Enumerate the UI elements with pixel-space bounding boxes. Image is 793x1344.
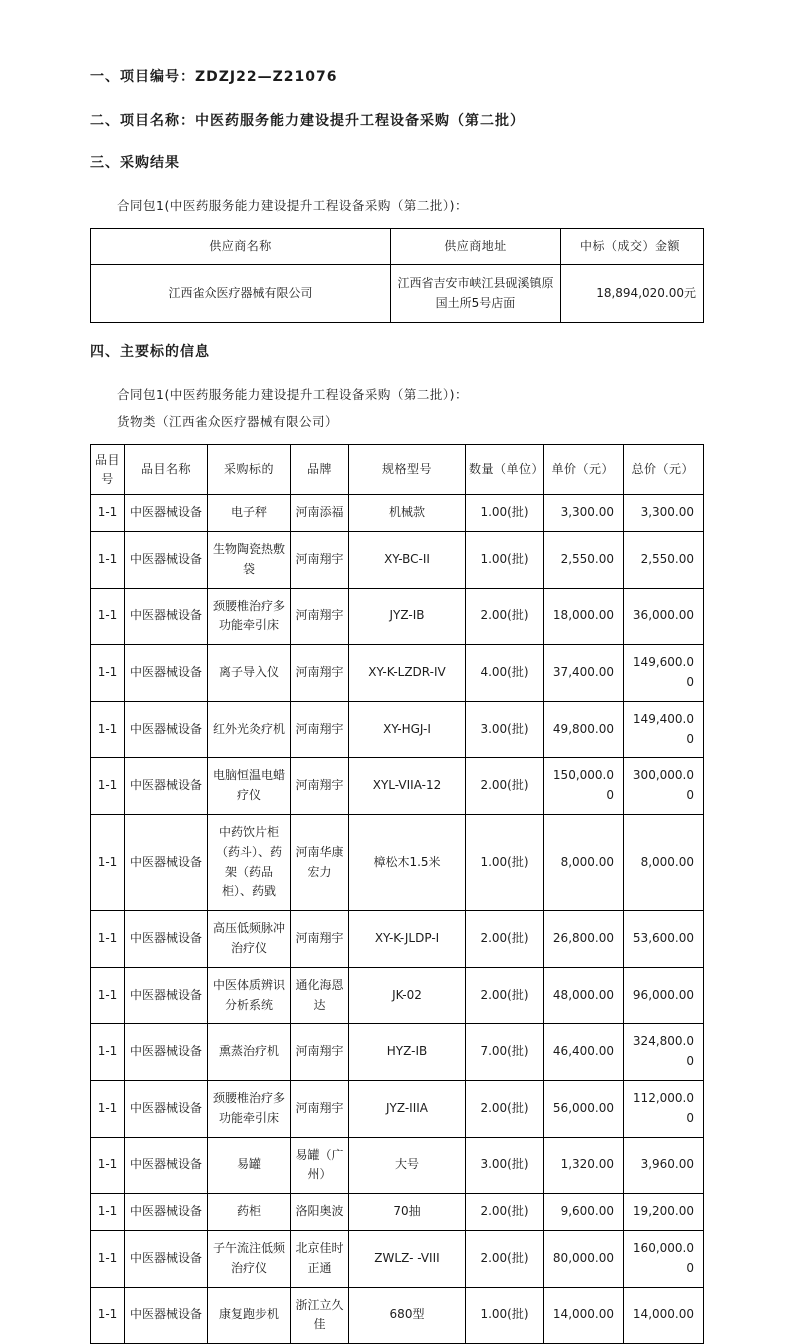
table-cell: 大号 — [349, 1137, 466, 1194]
table-cell: 中医器械设备 — [125, 1230, 208, 1287]
table-cell: 1.00(批) — [466, 531, 544, 588]
column-header: 品目号 — [91, 445, 125, 495]
table-cell: 中医器械设备 — [125, 1137, 208, 1194]
table-cell: 洛阳奥波 — [291, 1194, 349, 1231]
table-row — [91, 758, 704, 815]
table-cell: HYZ-IB — [349, 1024, 466, 1081]
table-cell: 1-1 — [91, 1194, 125, 1231]
result-package-line: 合同包1(中医药服务能力建设提升工程设备采购（第二批）)： — [117, 198, 468, 213]
table-cell: 53,600.00 — [624, 911, 704, 968]
table-cell: 易罐（广州） — [291, 1137, 349, 1194]
table-cell: 红外光灸疗机 — [208, 701, 291, 758]
table-cell: 2.00(批) — [466, 758, 544, 815]
table-cell: 药柜 — [208, 1194, 291, 1231]
table-cell: 14,000.00 — [624, 1287, 704, 1344]
table-cell: 1-1 — [91, 701, 125, 758]
table-cell: 河南翔宇 — [291, 588, 349, 645]
table-cell: JYZ-IB — [349, 588, 466, 645]
maininfo-package-line: 合同包1(中医药服务能力建设提升工程设备采购（第二批）)： — [117, 387, 468, 402]
table-cell: 河南翔宇 — [291, 911, 349, 968]
table-cell: 37,400.00 — [544, 645, 624, 702]
table-cell: 颈腰椎治疗多功能牵引床 — [208, 1080, 291, 1137]
table-cell: 离子导入仪 — [208, 645, 291, 702]
table-cell: 1-1 — [91, 1137, 125, 1194]
table-cell: 1.00(批) — [466, 1287, 544, 1344]
table-cell: 149,400.00 — [624, 701, 704, 758]
table-cell: XY-K-LZDR-IV — [349, 645, 466, 702]
table-cell: 中医器械设备 — [125, 495, 208, 532]
table-cell: 2.00(批) — [466, 1080, 544, 1137]
table-cell: 中医器械设备 — [125, 1194, 208, 1231]
table-cell: 3,300.00 — [624, 495, 704, 532]
heading-project-name: 二、项目名称：中医药服务能力建设提升工程设备采购（第二批） — [90, 113, 525, 129]
items-detail-table — [90, 444, 704, 1344]
column-header: 数量（单位） — [466, 445, 544, 495]
table-cell: 2.00(批) — [466, 967, 544, 1024]
table-cell: 8,000.00 — [624, 814, 704, 910]
table-cell: 18,000.00 — [544, 588, 624, 645]
table-cell: 机械款 — [349, 495, 466, 532]
table-row — [91, 265, 704, 323]
table-cell: 中医器械设备 — [125, 1287, 208, 1344]
table-cell: 149,600.00 — [624, 645, 704, 702]
table-cell: 26,800.00 — [544, 911, 624, 968]
table-cell: XY-HGJ-I — [349, 701, 466, 758]
table-cell: 河南翔宇 — [291, 701, 349, 758]
table-cell: 易罐 — [208, 1137, 291, 1194]
table-cell: 18,894,020.00元 — [561, 265, 704, 323]
table-cell: 96,000.00 — [624, 967, 704, 1024]
table-cell: 48,000.00 — [544, 967, 624, 1024]
table-cell: 通化海恩达 — [291, 967, 349, 1024]
table-cell: 2.00(批) — [466, 1194, 544, 1231]
table-cell: 河南翔宇 — [291, 645, 349, 702]
table-cell: 电子秤 — [208, 495, 291, 532]
table-cell: 北京佳时正通 — [291, 1230, 349, 1287]
items-table-header-row — [91, 445, 704, 495]
table-cell: 中医器械设备 — [125, 701, 208, 758]
table-cell: 1-1 — [91, 1287, 125, 1344]
column-header: 供应商地址 — [391, 229, 561, 265]
table-cell: 9,600.00 — [544, 1194, 624, 1231]
table-cell: 2,550.00 — [544, 531, 624, 588]
table-cell: 49,800.00 — [544, 701, 624, 758]
table-cell: 河南翔宇 — [291, 758, 349, 815]
table-cell: JK-02 — [349, 967, 466, 1024]
table-cell: 300,000.00 — [624, 758, 704, 815]
table-cell: ZWLZ- -VIII — [349, 1230, 466, 1287]
table-cell: 中医器械设备 — [125, 758, 208, 815]
column-header: 采购标的 — [208, 445, 291, 495]
table-cell: 1-1 — [91, 1024, 125, 1081]
table-row — [91, 911, 704, 968]
table-row — [91, 814, 704, 910]
table-cell: 14,000.00 — [544, 1287, 624, 1344]
table-cell: 颈腰椎治疗多功能牵引床 — [208, 588, 291, 645]
table-cell: 46,400.00 — [544, 1024, 624, 1081]
table-cell: 1-1 — [91, 758, 125, 815]
table-row — [91, 495, 704, 532]
table-cell: 河南添福 — [291, 495, 349, 532]
table-cell: 2.00(批) — [466, 911, 544, 968]
table-cell: 熏蒸治疗机 — [208, 1024, 291, 1081]
table-row — [91, 1080, 704, 1137]
heading-main-info: 四、主要标的信息 — [90, 344, 210, 360]
table-cell: 2.00(批) — [466, 1230, 544, 1287]
table-row — [91, 531, 704, 588]
table-cell: 中医器械设备 — [125, 645, 208, 702]
table-row — [91, 701, 704, 758]
table-row — [91, 1287, 704, 1344]
table-row — [91, 645, 704, 702]
table-cell: 中医器械设备 — [125, 967, 208, 1024]
table-cell: 1-1 — [91, 531, 125, 588]
table-cell: 7.00(批) — [466, 1024, 544, 1081]
supplier-award-table — [90, 228, 704, 323]
table-cell: 电脑恒温电蜡疗仪 — [208, 758, 291, 815]
table-cell: 56,000.00 — [544, 1080, 624, 1137]
table-cell: 2,550.00 — [624, 531, 704, 588]
table-cell: 中医器械设备 — [125, 1024, 208, 1081]
table-cell: 3,960.00 — [624, 1137, 704, 1194]
table-cell: 子午流注低频治疗仪 — [208, 1230, 291, 1287]
table-cell: 1-1 — [91, 911, 125, 968]
table-cell: 1-1 — [91, 1080, 125, 1137]
column-header: 供应商名称 — [91, 229, 391, 265]
table-cell: 2.00(批) — [466, 588, 544, 645]
table-cell: 1,320.00 — [544, 1137, 624, 1194]
table-cell: JYZ-IIIA — [349, 1080, 466, 1137]
table-cell: 中药饮片柜（药斗）、药架（药品柜）、药戥 — [208, 814, 291, 910]
table-row — [91, 1137, 704, 1194]
table-cell: 中医器械设备 — [125, 588, 208, 645]
table-cell: 河南翔宇 — [291, 531, 349, 588]
table-row — [91, 588, 704, 645]
table-cell: 河南翔宇 — [291, 1024, 349, 1081]
heading-procurement-result: 三、采购结果 — [90, 155, 180, 171]
column-header: 单价（元） — [544, 445, 624, 495]
table-cell: 中医器械设备 — [125, 531, 208, 588]
table-row — [91, 1194, 704, 1231]
table-cell: 1.00(批) — [466, 814, 544, 910]
table-cell: 浙江立久佳 — [291, 1287, 349, 1344]
table-cell: 324,800.00 — [624, 1024, 704, 1081]
table-cell: 680型 — [349, 1287, 466, 1344]
table-cell: 1-1 — [91, 967, 125, 1024]
table-cell: 1-1 — [91, 495, 125, 532]
supplier-table-header-row — [91, 229, 704, 265]
table-cell: 江西雀众医疗器械有限公司 — [91, 265, 391, 323]
table-cell: 19,200.00 — [624, 1194, 704, 1231]
table-cell: XYL-VIIA-12 — [349, 758, 466, 815]
table-cell: 1-1 — [91, 1230, 125, 1287]
heading-project-number: 一、项目编号：ZDZJ22—Z21076 — [90, 69, 338, 85]
table-cell: 4.00(批) — [466, 645, 544, 702]
table-row — [91, 967, 704, 1024]
table-cell: 80,000.00 — [544, 1230, 624, 1287]
table-cell: 河南华康宏力 — [291, 814, 349, 910]
table-cell: 康复跑步机 — [208, 1287, 291, 1344]
table-cell: 生物陶瓷热敷袋 — [208, 531, 291, 588]
table-cell: 8,000.00 — [544, 814, 624, 910]
table-cell: 1.00(批) — [466, 495, 544, 532]
table-cell: 樟松木1.5米 — [349, 814, 466, 910]
column-header: 品牌 — [291, 445, 349, 495]
table-row — [91, 1024, 704, 1081]
table-cell: 中医器械设备 — [125, 911, 208, 968]
column-header: 品目名称 — [125, 445, 208, 495]
table-cell: 36,000.00 — [624, 588, 704, 645]
table-cell: 3.00(批) — [466, 701, 544, 758]
table-cell: 中医体质辨识分析系统 — [208, 967, 291, 1024]
table-cell: 112,000.00 — [624, 1080, 704, 1137]
table-cell: 中医器械设备 — [125, 1080, 208, 1137]
table-cell: 江西省吉安市峡江县砚溪镇原国土所5号店面 — [391, 265, 561, 323]
table-cell: 中医器械设备 — [125, 814, 208, 910]
table-cell: 1-1 — [91, 814, 125, 910]
maininfo-category-line: 货物类（江西雀众医疗器械有限公司） — [117, 414, 339, 429]
table-cell: 河南翔宇 — [291, 1080, 349, 1137]
column-header: 总价（元） — [624, 445, 704, 495]
table-cell: 150,000.00 — [544, 758, 624, 815]
column-header: 规格型号 — [349, 445, 466, 495]
table-cell: XY-BC-II — [349, 531, 466, 588]
column-header: 中标（成交）金额 — [561, 229, 704, 265]
table-cell: 1-1 — [91, 588, 125, 645]
table-cell: 160,000.00 — [624, 1230, 704, 1287]
table-cell: 3.00(批) — [466, 1137, 544, 1194]
table-row — [91, 1230, 704, 1287]
table-cell: XY-K-JLDP-I — [349, 911, 466, 968]
table-cell: 70抽 — [349, 1194, 466, 1231]
table-cell: 1-1 — [91, 645, 125, 702]
table-cell: 3,300.00 — [544, 495, 624, 532]
table-cell: 高压低频脉冲治疗仪 — [208, 911, 291, 968]
